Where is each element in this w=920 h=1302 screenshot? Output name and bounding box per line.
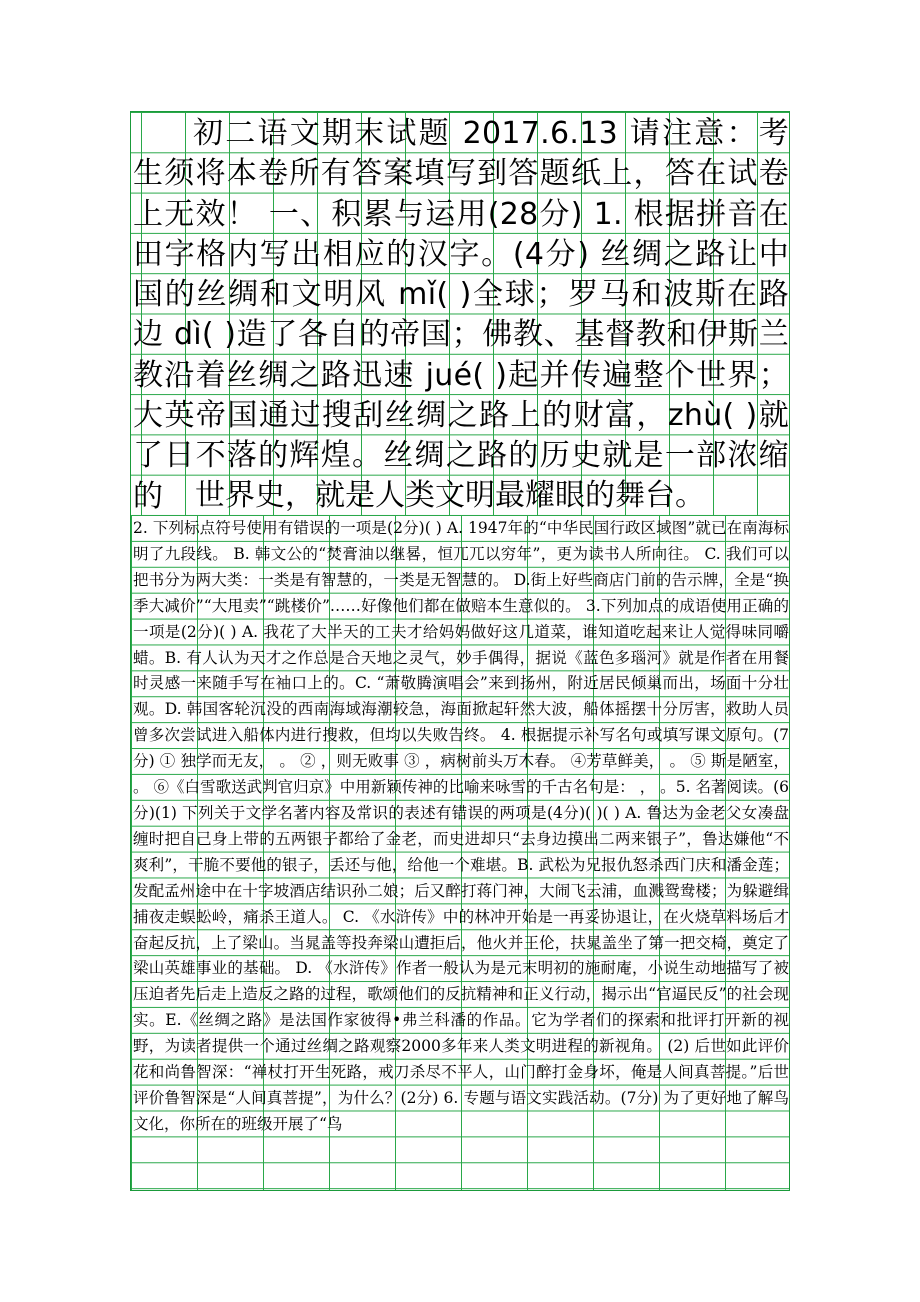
exam-heading-last-line: 世界史，就是人类文明最耀眼的舞台。 [195,478,705,513]
exam-page [130,111,790,1191]
small-grid-section [131,515,789,1191]
large-grid-section [131,112,789,515]
exam-body-paragraph: 2. 下列标点符号使用有错误的一项是(2分)( ) A. 1947年的“中华民国行政区域图”就已在南海标明了九段线。 B. 韩文公的“焚膏油以继晷，恒兀兀以穷年”，更为读书人所向往。 C. 我们可以把书分为两大类：一类是有智慧的，一类是无智慧的。 D.街上好些商店门前的告示牌，全是“换季大减价”“大甩卖”“跳楼价”……好像他们都在做赔本生意似的。 3.下列加点的成语使用正确的一项是(2分)( ) A. 我花了大半天的工夫才给妈妈做好这几道菜，谁知道吃起来让人觉得味同嚼蜡。B. 有人认为天才之作总是合天地之灵气，妙手偶得，据说《蓝色多瑙河》就是作者在用餐时灵感一来随手写在袖口上的。C. “萧敬腾演唱会”来到扬州，附近居民倾巢而出，场面十分壮观。D. 韩国客轮沉没的西南海域海潮较急，海面掀起轩然大波，船体摇摆十分厉害，救助人员曾多次尝试进入船体内进行搜救，但均以失败告终。 4. 根据提示补写名句或填写课文原句。(7分) ① 独学而无友， 。 ② ，则无败事 ③ ，病树前头万木春。 ④芳草鲜美， 。 ⑤ 斯是陋室， 。 ⑥《白雪歌送武判官归京》中用新颖传神的比喻来咏雪的千古名句是： ， 。5. 名著阅读。(6分)(1) 下列关于文学名著内容及常识的表述有错误的两项是(4分)( )( ) A. 鲁达为金老父女凑盘缠时把自己身上带的五两银子都给了金老，而史进却只“去身边摸出二两来银子”，鲁达嫌他“不爽利”，干脆不要他的银子，丢还与他，给他一个难堪。B. 武松为兄报仇怒杀西门庆和潘金莲；发配孟州途中在十字坡酒店结识孙二娘；后又醉打蒋门神，大闹飞云浦，血溅鸳鸯楼；为躲避缉捕夜走蜈蚣岭，痛杀王道人。 C. 《水浒传》中的林冲开始是一再妥协退让，在火烧草料场后才奋起反抗，上了梁山。当晁盖等投奔梁山遭拒后，他火并王伦，扶晁盖坐了第一把交椅，奠定了梁山英雄事业的基础。 D. 《水浒传》作者一般认为是元末明初的施耐庵，小说生动地描写了被压迫者先后走上造反之路的过程，歌颂他们的反抗精神和正义行动，揭示出“官逼民反”的社会现实。E.《丝绸之路》是法国作家彼得•弗兰科潘的作品。它为学者们的探索和批评打开新的视野，为读者提供一个通过丝绸之路观察2000多年来人类文明进程的新视角。 (2) 后世如此评价花和尚鲁智深：“禅杖打开生死路，戒刀杀尽不平人，山门醉打金身坏，俺是人间真菩提。”后世评价鲁智深是“人间真菩提”，为什么？(2分) 6. 专题与语文实践活动。(7分) 为了更好地了解鸟文化，你所在的班级开展了“鸟 [133,519,789,1133]
exam-heading-paragraph: 初二语文期末试题 2017.6.13 请注意：考生须将本卷所有答案填写到答题纸上，答在试卷上无效！ 一、积累与运用(28分) 1. 根据拼音在田字格内写出相应的汉字。(4分) 丝绸之路让中国的丝绸和文明风 mǐ( )全球；罗马和波斯在路边 dì( )造了各自的帝国；佛教、基督教和伊斯兰教沿着丝绸之路迅速 jué( )起并传遍整个世界；大英帝国通过搜刮丝绸之路上的财富，zhù( )就了日不落的辉煌。丝绸之路的历史就是一部浓缩的 [133,116,789,514]
